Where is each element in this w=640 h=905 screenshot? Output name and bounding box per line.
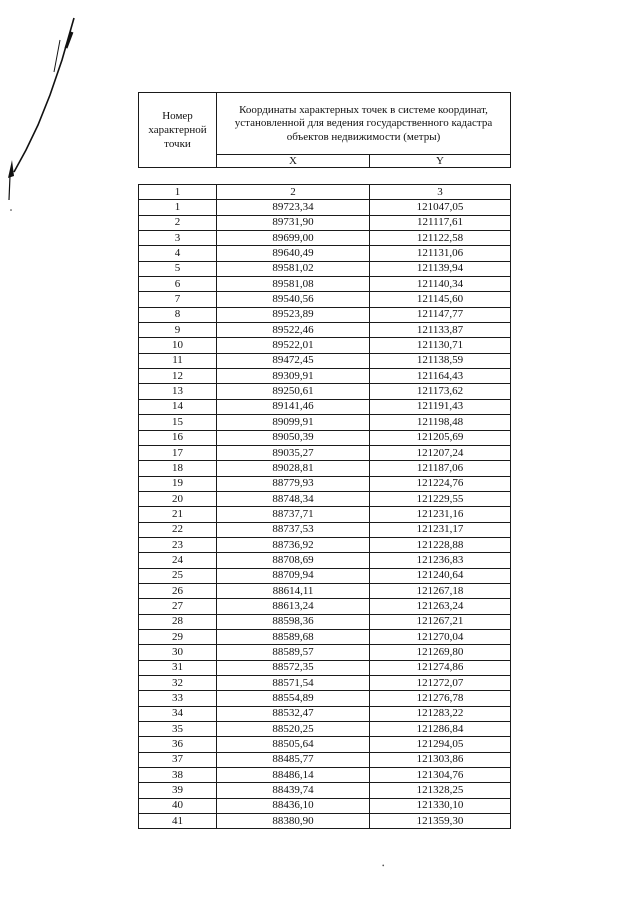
x-coordinate-cell: 88708,69 — [217, 553, 370, 568]
x-coordinate-cell: 89099,91 — [217, 415, 370, 430]
table-row — [139, 246, 511, 261]
y-coordinate-cell: 121187,06 — [370, 461, 511, 476]
y-coordinate-cell: 121304,76 — [370, 768, 511, 783]
point-number-cell: 27 — [139, 599, 217, 614]
x-coordinate-cell: 89640,49 — [217, 246, 370, 261]
y-coordinate-cell: 121122,58 — [370, 231, 511, 246]
y-coordinate-cell: 121147,77 — [370, 307, 511, 322]
x-coordinate-cell: 88613,24 — [217, 599, 370, 614]
table-row — [139, 277, 511, 292]
y-coordinate-cell: 121173,62 — [370, 384, 511, 399]
point-number-cell: 24 — [139, 553, 217, 568]
table-row — [139, 461, 511, 476]
point-number-cell: 31 — [139, 660, 217, 675]
y-coordinate-cell: 121198,48 — [370, 415, 511, 430]
y-coordinate-cell: 121294,05 — [370, 737, 511, 752]
x-coordinate-cell: 88486,14 — [217, 768, 370, 783]
table-row — [139, 660, 511, 675]
table-row — [139, 737, 511, 752]
y-coordinate-cell: 121359,30 — [370, 814, 511, 829]
table-row — [139, 599, 511, 614]
point-number-cell: 20 — [139, 491, 217, 506]
table-row — [139, 445, 511, 460]
x-coordinate-cell: 89581,08 — [217, 277, 370, 292]
point-number-cell: 1 — [139, 200, 217, 215]
x-coordinate-cell: 89309,91 — [217, 369, 370, 384]
x-coordinate-cell: 88572,35 — [217, 660, 370, 675]
y-coordinate-cell: 121117,61 — [370, 215, 511, 230]
x-coordinate-cell: 88380,90 — [217, 814, 370, 829]
x-coordinate-cell: 89035,27 — [217, 445, 370, 460]
point-number-cell: 2 — [139, 215, 217, 230]
x-coordinate-cell: 88436,10 — [217, 798, 370, 813]
table-row — [139, 645, 511, 660]
y-coordinate-cell: 121229,55 — [370, 491, 511, 506]
table-row — [139, 215, 511, 230]
table-row — [139, 676, 511, 691]
point-number-cell: 13 — [139, 384, 217, 399]
y-coordinate-cell: 121263,24 — [370, 599, 511, 614]
point-number-cell: 18 — [139, 461, 217, 476]
point-number-cell: 32 — [139, 676, 217, 691]
point-number-cell: 5 — [139, 261, 217, 276]
x-coordinate-cell: 89723,34 — [217, 200, 370, 215]
x-coordinate-cell: 88485,77 — [217, 752, 370, 767]
table-row — [139, 722, 511, 737]
y-coordinate-cell: 121270,04 — [370, 629, 511, 644]
point-number-cell: 22 — [139, 522, 217, 537]
x-coordinate-cell: 88589,68 — [217, 629, 370, 644]
table-row — [139, 430, 511, 445]
point-number-cell: 17 — [139, 445, 217, 460]
column-number-cell: 1 — [139, 185, 217, 200]
point-number-cell: 33 — [139, 691, 217, 706]
x-coordinate-cell: 89523,89 — [217, 307, 370, 322]
x-coordinate-cell: 89581,02 — [217, 261, 370, 276]
y-coordinate-cell: 121139,94 — [370, 261, 511, 276]
table-row — [139, 323, 511, 338]
point-number-cell: 8 — [139, 307, 217, 322]
x-coordinate-cell: 88748,34 — [217, 491, 370, 506]
point-number-cell: 14 — [139, 399, 217, 414]
y-coordinate-cell: 121191,43 — [370, 399, 511, 414]
point-number-cell: 9 — [139, 323, 217, 338]
x-coordinate-cell: 88439,74 — [217, 783, 370, 798]
x-coordinate-cell: 88554,89 — [217, 691, 370, 706]
x-coordinate-cell: 89731,90 — [217, 215, 370, 230]
x-coordinate-cell: 89250,61 — [217, 384, 370, 399]
point-number-cell: 38 — [139, 768, 217, 783]
x-coordinate-cell: 88571,54 — [217, 676, 370, 691]
y-axis-header: Y — [370, 155, 511, 168]
table-row — [139, 706, 511, 721]
point-number-cell: 34 — [139, 706, 217, 721]
x-coordinate-cell: 88589,57 — [217, 645, 370, 660]
column-number-cell: 3 — [370, 185, 511, 200]
point-number-cell: 28 — [139, 614, 217, 629]
x-coordinate-cell: 89522,01 — [217, 338, 370, 353]
point-number-cell: 29 — [139, 629, 217, 644]
point-number-header: Номер характерной точки — [139, 93, 217, 168]
table-row — [139, 292, 511, 307]
scan-artifact-marks — [0, 0, 100, 240]
y-coordinate-cell: 121224,76 — [370, 476, 511, 491]
x-coordinate-cell: 88520,25 — [217, 722, 370, 737]
y-coordinate-cell: 121272,07 — [370, 676, 511, 691]
point-number-cell: 10 — [139, 338, 217, 353]
table-row — [139, 798, 511, 813]
table-row — [139, 507, 511, 522]
y-coordinate-cell: 121130,71 — [370, 338, 511, 353]
y-coordinate-cell: 121274,86 — [370, 660, 511, 675]
table-row — [139, 231, 511, 246]
table-row — [139, 568, 511, 583]
table-row — [139, 553, 511, 568]
point-number-cell: 4 — [139, 246, 217, 261]
point-number-cell: 26 — [139, 583, 217, 598]
point-number-cell: 37 — [139, 752, 217, 767]
y-coordinate-cell: 121267,21 — [370, 614, 511, 629]
point-number-cell: 35 — [139, 722, 217, 737]
point-number-cell: 16 — [139, 430, 217, 445]
y-coordinate-cell: 121207,24 — [370, 445, 511, 460]
x-coordinate-cell: 88737,53 — [217, 522, 370, 537]
table-row — [139, 768, 511, 783]
table-row — [139, 691, 511, 706]
x-coordinate-cell: 89472,45 — [217, 353, 370, 368]
table-row — [139, 415, 511, 430]
table-row — [139, 384, 511, 399]
point-number-cell: 30 — [139, 645, 217, 660]
x-coordinate-cell: 89699,00 — [217, 231, 370, 246]
x-coordinate-cell: 89141,46 — [217, 399, 370, 414]
table-row — [139, 261, 511, 276]
coordinates-data-table — [138, 184, 511, 829]
x-coordinate-cell: 88737,71 — [217, 507, 370, 522]
point-number-cell: 23 — [139, 537, 217, 552]
table-row — [139, 537, 511, 552]
x-coordinate-cell: 89540,56 — [217, 292, 370, 307]
y-coordinate-cell: 121140,34 — [370, 277, 511, 292]
y-coordinate-cell: 121133,87 — [370, 323, 511, 338]
table-row — [139, 783, 511, 798]
y-coordinate-cell: 121231,16 — [370, 507, 511, 522]
point-number-cell: 12 — [139, 369, 217, 384]
coordinates-table-body — [139, 185, 511, 829]
table-row — [139, 476, 511, 491]
x-coordinate-cell: 88709,94 — [217, 568, 370, 583]
table-row — [139, 491, 511, 506]
y-coordinate-cell: 121269,80 — [370, 645, 511, 660]
x-coordinate-cell: 88736,92 — [217, 537, 370, 552]
y-coordinate-cell: 121138,59 — [370, 353, 511, 368]
x-axis-header: X — [217, 155, 370, 168]
table-row — [139, 629, 511, 644]
point-number-cell: 15 — [139, 415, 217, 430]
scan-dot-mark: • — [382, 862, 385, 870]
x-coordinate-cell: 89522,46 — [217, 323, 370, 338]
point-number-cell: 40 — [139, 798, 217, 813]
x-coordinate-cell: 89028,81 — [217, 461, 370, 476]
point-number-cell: 6 — [139, 277, 217, 292]
coordinates-header-table — [138, 92, 511, 168]
table-row — [139, 369, 511, 384]
point-number-cell: 25 — [139, 568, 217, 583]
point-number-cell: 7 — [139, 292, 217, 307]
table-row — [139, 353, 511, 368]
y-coordinate-cell: 121303,86 — [370, 752, 511, 767]
y-coordinate-cell: 121328,25 — [370, 783, 511, 798]
y-coordinate-cell: 121283,22 — [370, 706, 511, 721]
table-row — [139, 752, 511, 767]
table-row — [139, 399, 511, 414]
table-row — [139, 522, 511, 537]
y-coordinate-cell: 121131,06 — [370, 246, 511, 261]
y-coordinate-cell: 121164,43 — [370, 369, 511, 384]
point-number-cell: 19 — [139, 476, 217, 491]
y-coordinate-cell: 121267,18 — [370, 583, 511, 598]
x-coordinate-cell: 89050,39 — [217, 430, 370, 445]
x-coordinate-cell: 88779,93 — [217, 476, 370, 491]
point-number-cell: 21 — [139, 507, 217, 522]
y-coordinate-cell: 121047,05 — [370, 200, 511, 215]
x-coordinate-cell: 88614,11 — [217, 583, 370, 598]
y-coordinate-cell: 121276,78 — [370, 691, 511, 706]
coordinates-title-header: Координаты характерных точек в системе координат, установленной для ведения государственного кадастра объектов недвижимости (метры) — [217, 93, 511, 155]
y-coordinate-cell: 121205,69 — [370, 430, 511, 445]
column-number-cell: 2 — [217, 185, 370, 200]
y-coordinate-cell: 121240,64 — [370, 568, 511, 583]
table-row — [139, 200, 511, 215]
table-row — [139, 583, 511, 598]
x-coordinate-cell: 88598,36 — [217, 614, 370, 629]
y-coordinate-cell: 121330,10 — [370, 798, 511, 813]
x-coordinate-cell: 88532,47 — [217, 706, 370, 721]
y-coordinate-cell: 121236,83 — [370, 553, 511, 568]
table-row — [139, 338, 511, 353]
table-row — [139, 814, 511, 829]
y-coordinate-cell: 121145,60 — [370, 292, 511, 307]
point-number-cell: 3 — [139, 231, 217, 246]
y-coordinate-cell: 121228,88 — [370, 537, 511, 552]
point-number-cell: 39 — [139, 783, 217, 798]
column-number-row — [139, 185, 511, 200]
y-coordinate-cell: 121231,17 — [370, 522, 511, 537]
table-row — [139, 614, 511, 629]
x-coordinate-cell: 88505,64 — [217, 737, 370, 752]
point-number-cell: 11 — [139, 353, 217, 368]
y-coordinate-cell: 121286,84 — [370, 722, 511, 737]
point-number-cell: 36 — [139, 737, 217, 752]
table-row — [139, 307, 511, 322]
point-number-cell: 41 — [139, 814, 217, 829]
